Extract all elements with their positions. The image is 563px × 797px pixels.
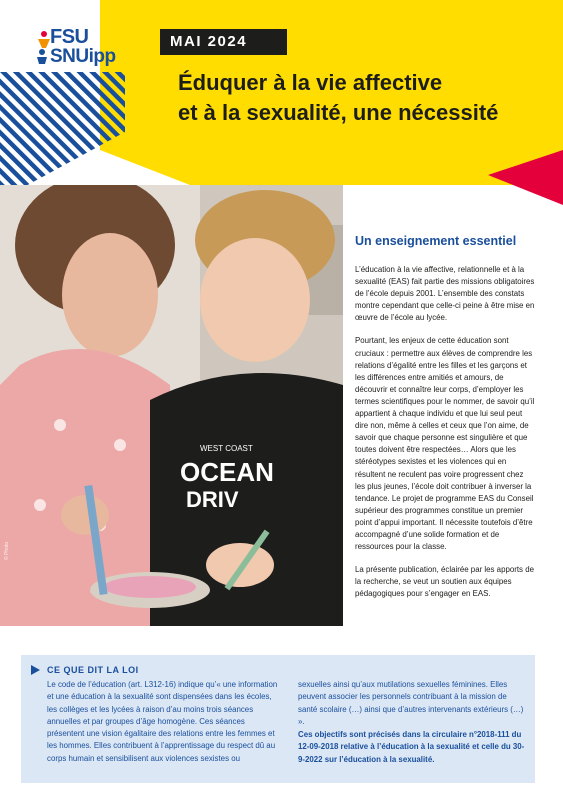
law-box-circular-note: Ces objectifs sont précisés dans la circulaire n°2018-111 du 12-09-2018 relative à l’éducation à la sexualité et celle du 30-9-2022 sur l’éducation à la sexualité. bbox=[298, 730, 525, 764]
box-arrow-icon bbox=[31, 665, 40, 675]
article-paragraph-3: La présente publication, éclairée par les apports de la recherche, se veut un soutien aux équipes pédagogiques pour s’engager en EAS. bbox=[355, 565, 534, 599]
shirt-text-1: WEST COAST bbox=[200, 444, 253, 453]
shirt-text-2: OCEAN bbox=[180, 457, 274, 487]
logo-fsu-text: FSU bbox=[50, 26, 89, 48]
photo-credit: © Photo bbox=[4, 541, 10, 560]
law-box-title: CE QUE DIT LA LOI bbox=[47, 665, 139, 675]
law-box-column-2 bbox=[298, 679, 528, 766]
page-title bbox=[178, 68, 538, 128]
red-triangle-decoration bbox=[488, 150, 563, 205]
article-paragraph-2: Pourtant, les enjeux de cette éducation sont cruciaux : permettre aux élèves de comprendre les relations d’égalité entre les filles et les garçons et les différences entre amitiés et amours, de découvrir et connaître leur corps, d’employer les termes scientifiques pour le nommer, de savoir qu’il appartient à chaque individu et que lui seul peut dire non, même à celles et ceux que l’on aime, de savoir que chaque personne est singulière et que toutes doivent être respectées… Alors que les stéréotypes sexistes et les violences qui en résultent ne reculent pas voire progressent chez les plus jeunes, l’école doit contribuer à inverser la tendance. Le projet de programme EAS du Conseil supérieur des programmes constitue un premier point d’appui important. Il nécessite toutefois d’être accompagné d’une solide formation et de ressources pour la classe. bbox=[355, 336, 535, 552]
law-box bbox=[21, 655, 535, 783]
article-column bbox=[355, 234, 535, 611]
fsu-snuipp-logo bbox=[36, 26, 126, 70]
law-box-column-1: Le code de l’éducation (art. L312-16) indique qu’« une information et une éducation à la sexualité sont dispensées dans les écoles, les collèges et les lycées à raison d’au moins trois séances annuelles et par groupes d’âge homogène. Ces séances présentent une vision égalitaire des relations entre les femmes et les hommes. Elles contribuent à l’apprentissage du respect dû au corps humain et sensibilisent aux violences sexistes ou bbox=[47, 680, 278, 763]
date-badge: MAI 2024 bbox=[160, 29, 287, 55]
blue-stripes-decoration bbox=[0, 72, 125, 200]
shirt-text-3: DRIV bbox=[186, 487, 239, 512]
title-line-2: et à la sexualité, une nécessité bbox=[178, 100, 499, 125]
children-painting-photo bbox=[0, 185, 343, 626]
article-heading: Un enseignement essentiel bbox=[355, 234, 517, 248]
article-paragraph-1: L’éducation à la vie affective, relationnelle et à la sexualité (EAS) fait partie des missions obligatoires de l’école depuis 2001. L’ensemble des constats montre cependant que celle-ci peine à être mise en œuvre de l’école au lycée. bbox=[355, 265, 535, 323]
logo-snuipp-text: SNUipp bbox=[50, 46, 116, 67]
law-box-column-2-text: sexuelles ainsi qu’aux mutilations sexuelles féminines. Elles peuvent associer les personnels contribuant à la mission de santé scolaire (…) ainsi que d’autres intervenants extérieurs (…) ». bbox=[298, 680, 524, 726]
title-line-1: Éduquer à la vie affective bbox=[178, 70, 443, 95]
photo-illustration bbox=[0, 185, 343, 626]
